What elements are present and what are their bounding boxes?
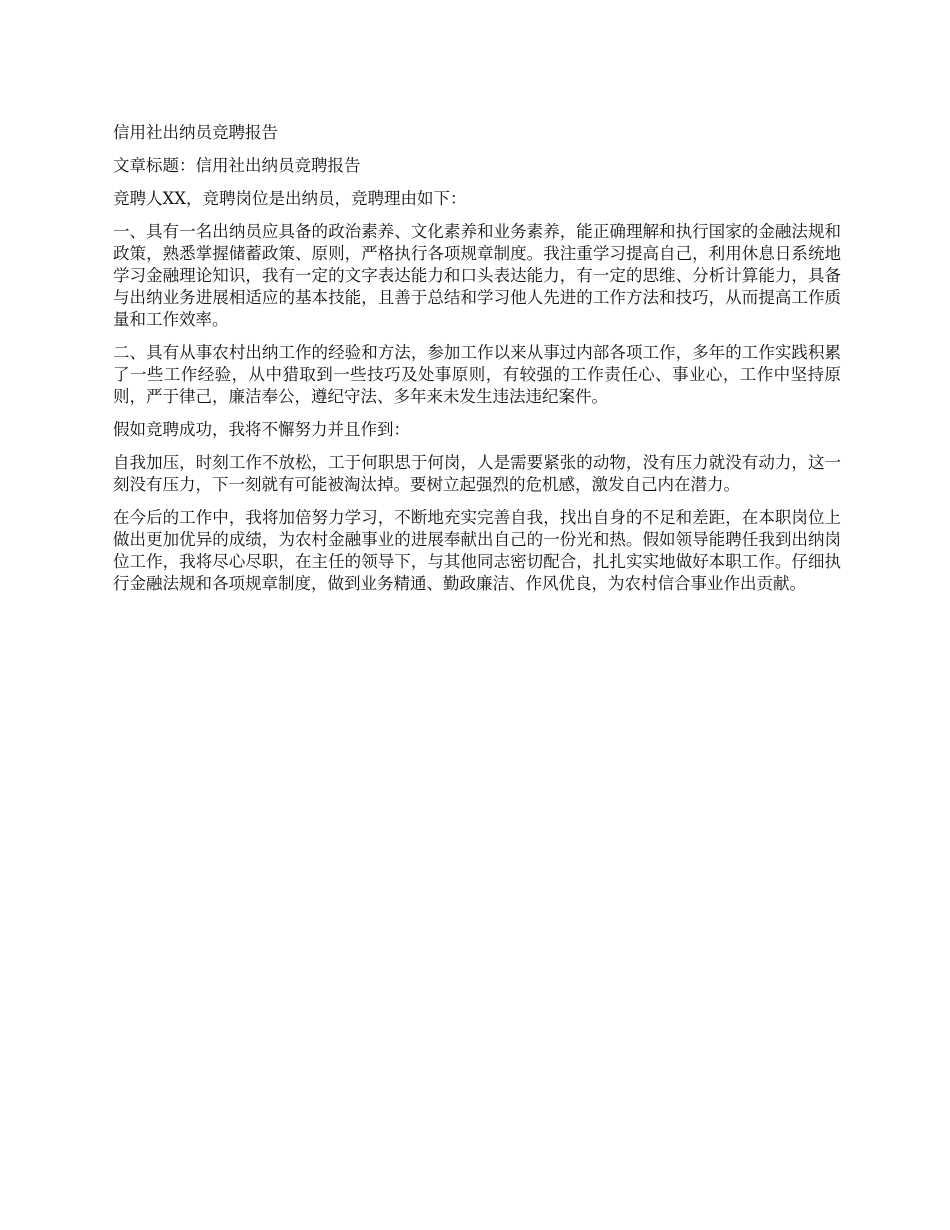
paragraph-future-work: 在今后的工作中，我将加倍努力学习，不断地充实完善自我，找出自身的不足和差距，在本职岗位上做出更加优异的成绩，为农村金融事业的进展奉献出自己的一份光和热。假如领导能聘任我到出纳岗位工作，我将尽心尽职，在主任的领导下，与其他同志密切配合，扎扎实实地做好本职工作。仔细执行金融法规和各项规章制度，做到业务精通、勤政廉洁、作风优良，为农村信合事业作出贡献。 xyxy=(113,508,841,593)
paragraph-commitment-intro: 假如竞聘成功，我将不懈努力并且作到： xyxy=(113,420,410,439)
document-title: 信用社出纳员竞聘报告 xyxy=(113,123,278,142)
paragraph-self-pressure: 自我加压，时刻工作不放松，工于何职思于何岗，人是需要紧张的动物，没有压力就没有动力，这一刻没有压力，下一刻就有可能被淘汰掉。要树立起强烈的危机感，激发自己内在潜力。 xyxy=(113,453,841,494)
paragraph-candidate: 竞聘人XX，竞聘岗位是出纳员，竞聘理由如下： xyxy=(113,189,467,208)
paragraph-qualification-1: 一、具有一名出纳员应具备的政治素养、文化素养和业务素养，能正确理解和执行国家的金融法规和政策，熟悉掌握储蓄政策、原则，严格执行各项规章制度。我注重学习提高自己，利用休息日系统地学习金融理论知识，我有一定的文字表达能力和口头表达能力，有一定的思维、分析计算能力，具备与出纳业务进展相适应的基本技能，且善于总结和学习他人先进的工作方法和技巧，从而提高工作质量和工作效率。 xyxy=(113,222,841,329)
article-title: 文章标题：信用社出纳员竞聘报告 xyxy=(113,156,361,175)
document-page xyxy=(113,122,841,606)
paragraph-qualification-2: 二、具有从事农村出纳工作的经验和方法，参加工作以来从事过内部各项工作，多年的工作实践积累了一些工作经验，从中猎取到一些技巧及处事原则，有较强的工作责任心、事业心，工作中坚持原则，严于律己，廉洁奉公，遵纪守法、多年来未发生违法违纪案件。 xyxy=(113,343,841,406)
